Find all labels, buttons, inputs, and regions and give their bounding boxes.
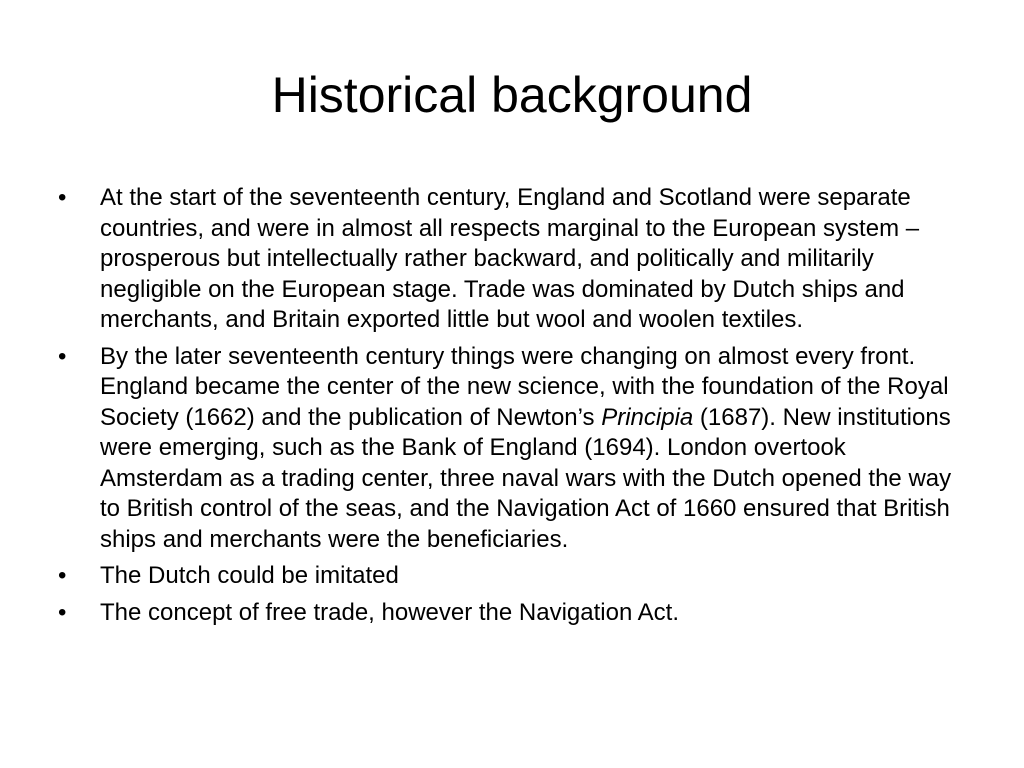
- bullet-text: The Dutch could be imitated: [100, 562, 399, 589]
- bullet-icon: •: [58, 598, 67, 626]
- bullet-item-4: [58, 598, 970, 629]
- bullet-icon: •: [58, 184, 67, 211]
- bullet-text: [100, 343, 951, 553]
- bullet-item-2: [58, 342, 970, 556]
- bullet-item-1: [58, 183, 970, 336]
- bullet-item-3: [58, 561, 970, 592]
- bullet-text-part: (1687). New institutions were emerging, such as the Bank of England (1694). London overtook Amsterdam as a trading center, three naval wars with the Dutch opened the way to British control of the seas, and the Navigation Act of 1660 ensured that British ships and merchants were the beneficiaries.: [100, 403, 952, 553]
- bullet-text: The concept of free trade, however the Navigation Act.: [100, 598, 679, 626]
- book-title-italic: Principia: [601, 403, 694, 431]
- bullet-icon: •: [58, 562, 67, 589]
- bullet-text-part: By the later seventeenth century things were changing on almost every front. England became the center of the new science, with the foundation of the Royal Society (1662) and the publication of Newton’s: [100, 342, 949, 431]
- bullet-icon: •: [58, 342, 67, 370]
- slide-title: Historical background: [271, 67, 753, 123]
- bullet-list: [58, 183, 970, 634]
- bullet-text: At the start of the seventeenth century, England and Scotland were separate countries, and were in almost all respects marginal to the European system – prosperous but intellectually rather backward, and politically and militarily negligible on the European stage. Trade was dominated by Dutch ships and merchants, and Britain exported little but wool and woolen textiles.: [100, 184, 920, 333]
